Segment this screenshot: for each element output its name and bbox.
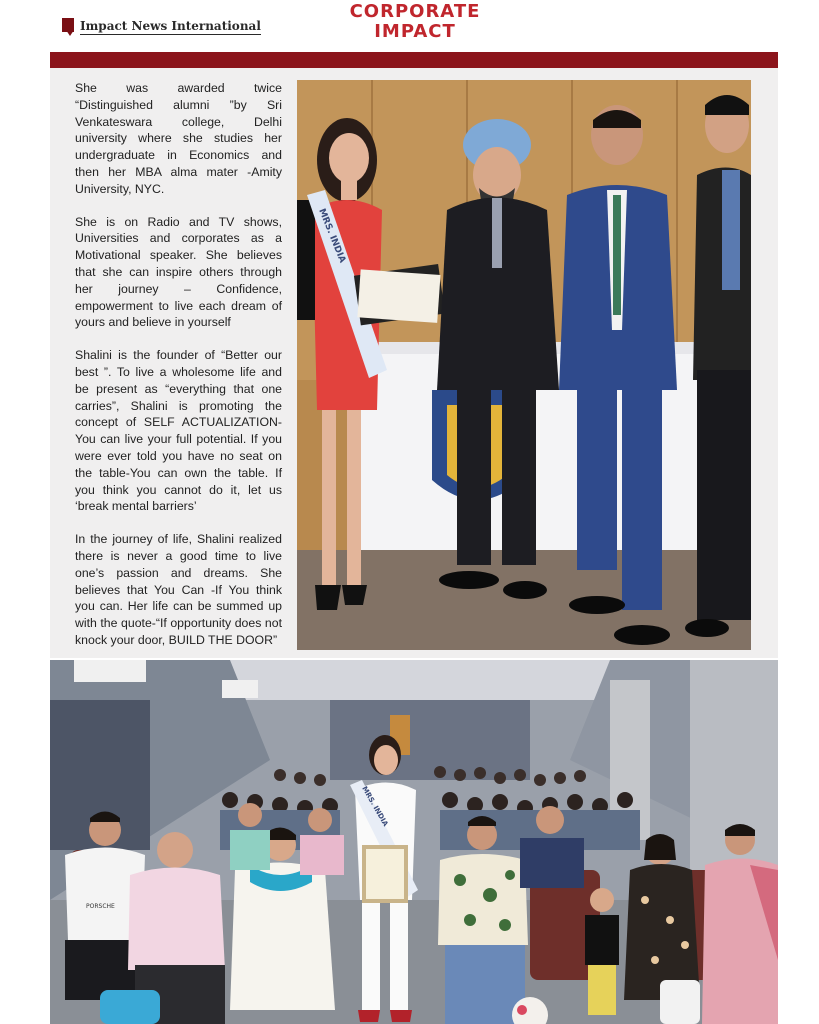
tshirt-text: PORSCHE (86, 903, 115, 910)
award-ceremony-photo (297, 80, 751, 650)
article-paragraph-1: She was awarded twice “Distinguished alumni ”by Sri Venkateswara college, Delhi university where she studies her undergraduate in Economics and then her MBA alma mater -Amity University, NYC. (75, 81, 282, 196)
article-paragraph-2: She is on Radio and TV shows, Universities and corporates as a Motivational speaker. She believes that she can inspire others through her journey – Confidence, empowerment to live each dream of yours and believe in yourself (75, 214, 282, 330)
article-paragraph-3: Shalini is the founder of “Better our best ”. To live a wholesome life and be present as “everything that one carries”, Shalini is promoting the concept of SELF ACTUALIZATION- You can live your full potential. If you were ever told you have no seat on the table-You can own the table. If you think you cannot do it, let us ‘break mental barriers’ (75, 348, 282, 514)
publication-brand (62, 18, 261, 36)
header-divider-bar (50, 52, 778, 68)
logo-line-1: CORPORATE (349, 1, 481, 22)
publication-name: Impact News International (80, 19, 261, 33)
article-text (75, 80, 282, 665)
audience-group-photo (50, 660, 778, 1024)
corporate-impact-logo (340, 2, 490, 42)
article-paragraph-4: In the journey of life, Shalini realized there is never a good time to live one’s passion and dreams. She believes that You Can -If You think you can. Her life can be summed up with the quote-“If opportunity does not knock your door, BUILD THE DOOR” (75, 532, 282, 647)
masthead (0, 0, 819, 52)
award-sash-text: MRS. INDIA (316, 207, 348, 265)
logo-line-2: IMPACT (374, 21, 456, 42)
bookmark-flag-icon (62, 18, 74, 36)
audience-sash-text: MRS. INDIA (360, 785, 390, 828)
